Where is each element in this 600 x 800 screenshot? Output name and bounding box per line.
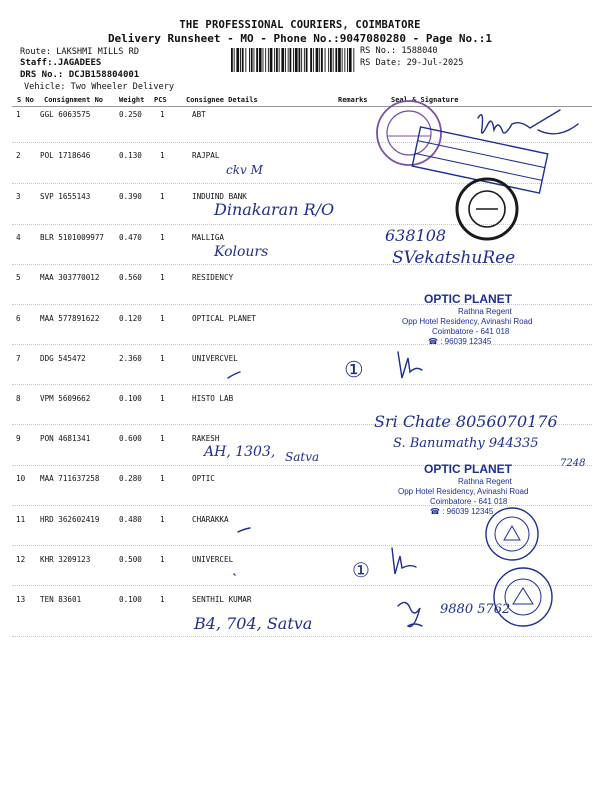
barcode-bar bbox=[321, 48, 323, 72]
handwriting-row9-satva: Satva bbox=[285, 450, 320, 464]
row-weight: 2.360 bbox=[119, 354, 142, 363]
row-consignment: PON 4681341 bbox=[40, 434, 91, 443]
col-pcs: PCS bbox=[154, 96, 167, 104]
row-consignee: RAJPAL bbox=[192, 151, 220, 160]
barcode-bar bbox=[242, 48, 244, 72]
barcode-bar bbox=[259, 48, 262, 72]
barcode-bar bbox=[299, 48, 301, 72]
row-consignment: HRD 362602419 bbox=[40, 515, 100, 524]
row-consignee: SENTHIL KUMAR bbox=[192, 595, 252, 604]
row-divider bbox=[12, 636, 592, 637]
handwriting-row3: Dinakaran R/O bbox=[214, 200, 335, 219]
handwriting-row2: ckv M bbox=[226, 163, 263, 177]
optic-planet-stamp-title: OPTIC PLANET bbox=[424, 292, 513, 306]
barcode-bar bbox=[310, 48, 312, 72]
row-divider bbox=[12, 344, 592, 345]
row-consignment: MAA 577891622 bbox=[40, 314, 100, 323]
row-pcs: 1 bbox=[160, 151, 165, 160]
barcode-bar bbox=[231, 48, 233, 72]
barcode-bar bbox=[325, 48, 326, 72]
row-pcs: 1 bbox=[160, 555, 165, 564]
row-consignment: MAA 303770012 bbox=[40, 273, 100, 282]
signature-row13 bbox=[398, 602, 422, 626]
barcode-bar bbox=[236, 48, 239, 72]
barcode-bar bbox=[338, 48, 341, 72]
barcode-bar bbox=[290, 48, 292, 72]
row-weight: 0.600 bbox=[119, 434, 142, 443]
row-consignee: MALLIGA bbox=[192, 233, 225, 242]
row-sno: 11 bbox=[16, 515, 26, 524]
row-consignment: VPM 5609662 bbox=[40, 394, 91, 403]
pen-tick-row11 bbox=[238, 528, 250, 532]
row-sno: 13 bbox=[16, 595, 26, 604]
col-weight: Weight bbox=[119, 96, 145, 104]
row-pcs: 1 bbox=[160, 434, 165, 443]
row-consignee: UNIVERCVEL bbox=[192, 354, 238, 363]
barcode-bar bbox=[333, 48, 334, 72]
col-sno: S No bbox=[17, 96, 34, 104]
col-seal-signature: Seal & Signature bbox=[391, 96, 459, 104]
handwriting-row7-mark: ① bbox=[344, 358, 364, 383]
barcode-image bbox=[230, 48, 355, 72]
row-consignee: ABT bbox=[192, 110, 206, 119]
row-consignee: OPTIC bbox=[192, 474, 215, 483]
barcode-bar bbox=[293, 48, 294, 72]
row-sno: 8 bbox=[16, 394, 21, 403]
row-consignment: KHR 3209123 bbox=[40, 555, 91, 564]
handwriting-row9-sign: Sri Chate 8056070176 bbox=[374, 412, 558, 431]
drs-number: DRS No.: DCJB158804001 bbox=[20, 70, 140, 80]
row-consignee: INDUIND BANK bbox=[192, 192, 247, 201]
barcode-bar bbox=[306, 48, 308, 72]
barcode-bar bbox=[295, 48, 298, 72]
pen-tick-row7 bbox=[228, 372, 240, 378]
row-weight: 0.120 bbox=[119, 314, 142, 323]
row-sno: 7 bbox=[16, 354, 21, 363]
barcode-bar bbox=[256, 48, 258, 72]
row-consignee: RESIDENCY bbox=[192, 273, 234, 282]
optic-planet-stamp-line: Rathna Regent bbox=[458, 307, 512, 316]
row-sno: 4 bbox=[16, 233, 21, 242]
handwriting-signature-row4: SVekatshuRee bbox=[392, 248, 516, 268]
row-consignment: DDG 545472 bbox=[40, 354, 86, 363]
row-sno: 1 bbox=[16, 110, 21, 119]
vehicle-label: Vehicle: Two Wheeler Delivery bbox=[24, 82, 175, 92]
optic-planet-stamp-title: OPTIC PLANET bbox=[424, 462, 513, 476]
row-consignee: HISTO LAB bbox=[192, 394, 234, 403]
optic-planet-stamp-line: Opp Hotel Residency, Avinashi Road bbox=[402, 317, 533, 326]
col-consignee: Consignee Details bbox=[186, 96, 258, 104]
header-rule bbox=[12, 106, 592, 107]
row-consignment: TEN 83601 bbox=[40, 595, 82, 604]
barcode-bar bbox=[251, 48, 253, 72]
barcode-bar bbox=[335, 48, 337, 72]
handwriting-row12-mark: ① bbox=[352, 558, 370, 582]
row-divider bbox=[12, 384, 592, 385]
row-pcs: 1 bbox=[160, 273, 165, 282]
bottom-round-seal bbox=[492, 566, 554, 628]
handwriting-pincode: 638108 bbox=[385, 226, 447, 245]
row-consignment: POL 1718646 bbox=[40, 151, 91, 160]
col-consignment: Consignment No bbox=[44, 96, 104, 104]
barcode-bar bbox=[313, 48, 314, 72]
row-consignment: BLR 5101009977 bbox=[40, 233, 105, 242]
optic-planet-stamp-line: Rathna Regent bbox=[458, 477, 512, 486]
row-consignment: MAA 711637258 bbox=[40, 474, 100, 483]
row-sno: 5 bbox=[16, 273, 21, 282]
barcode-bar bbox=[342, 48, 343, 72]
row-sno: 10 bbox=[16, 474, 26, 483]
row-consignment: SVP 1655143 bbox=[40, 192, 91, 201]
row-pcs: 1 bbox=[160, 474, 165, 483]
rs-date: RS Date: 29-Jul-2025 bbox=[360, 58, 464, 68]
staff-label: Staff:.JAGADEES bbox=[20, 58, 102, 68]
optic-planet-stamp-phone: ☎ : 96039 12345 bbox=[430, 507, 494, 516]
pen-dot-row12 bbox=[234, 574, 235, 575]
barcode-bar bbox=[281, 48, 284, 72]
row-sno: 6 bbox=[16, 314, 21, 323]
barcode-bar bbox=[245, 48, 246, 72]
barcode-bar bbox=[254, 48, 255, 72]
barcode-bar bbox=[279, 48, 280, 72]
barcode-bar bbox=[353, 48, 354, 72]
handwriting-row4: Kolours bbox=[214, 244, 269, 260]
row-pcs: 1 bbox=[160, 110, 165, 119]
handwriting-row13-address: B4, 704, Satva bbox=[194, 614, 313, 633]
handwriting-row9-name: S. Banumathy 944335 bbox=[393, 436, 539, 451]
row-pcs: 1 bbox=[160, 515, 165, 524]
barcode-bar bbox=[276, 48, 278, 72]
row-sno: 3 bbox=[16, 192, 21, 201]
barcode-bar bbox=[234, 48, 235, 72]
optic-planet-stamp-line: Opp Hotel Residency, Avinashi Road bbox=[398, 487, 529, 496]
barcode-bar bbox=[304, 48, 305, 72]
row-pcs: 1 bbox=[160, 192, 165, 201]
barcode-bar bbox=[328, 48, 329, 72]
company-title: THE PROFESSIONAL COURIERS, COIMBATORE bbox=[179, 19, 421, 31]
barcode-bar bbox=[347, 48, 348, 72]
row-weight: 0.500 bbox=[119, 555, 142, 564]
barcode-bar bbox=[249, 48, 250, 72]
row-pcs: 1 bbox=[160, 233, 165, 242]
handwriting-row9-extra: 7248 bbox=[560, 458, 586, 469]
row-weight: 0.480 bbox=[119, 515, 142, 524]
barcode-bar bbox=[330, 48, 332, 72]
bank-round-seal bbox=[454, 176, 520, 242]
row-pcs: 1 bbox=[160, 394, 165, 403]
row-sno: 2 bbox=[16, 151, 21, 160]
row-pcs: 1 bbox=[160, 314, 165, 323]
row-weight: 0.100 bbox=[119, 595, 142, 604]
handwriting-row13-phone: 9880 5762 bbox=[440, 602, 511, 617]
optic-planet-stamp-line: Coimbatore - 641 018 bbox=[432, 327, 510, 336]
col-remarks: Remarks bbox=[338, 96, 368, 104]
row-consignee: CHARAKKA bbox=[192, 515, 229, 524]
runsheet-subtitle: Delivery Runsheet - MO - Phone No.:9047080280 - Page No.:1 bbox=[107, 32, 493, 45]
rs-number: RS No.: 1588040 bbox=[360, 46, 438, 56]
signature-row12 bbox=[392, 548, 416, 574]
row-sno: 12 bbox=[16, 555, 26, 564]
row-weight: 0.250 bbox=[119, 110, 142, 119]
barcode-bar bbox=[285, 48, 286, 72]
handwriting-row9-address: AH, 1303, bbox=[204, 444, 276, 460]
barcode-bar bbox=[240, 48, 241, 72]
barcode-bar bbox=[270, 48, 273, 72]
barcode-bar bbox=[316, 48, 319, 72]
barcode-bar bbox=[319, 48, 320, 72]
row-weight: 0.100 bbox=[119, 394, 142, 403]
row-sno: 9 bbox=[16, 434, 21, 443]
row-pcs: 1 bbox=[160, 595, 165, 604]
row-consignee: OPTICAL PLANET bbox=[192, 314, 257, 323]
row-weight: 0.130 bbox=[119, 151, 142, 160]
optic-planet-stamp-phone: ☎ : 96039 12345 bbox=[428, 337, 492, 346]
lab-round-seal bbox=[484, 506, 540, 562]
row-consignment: GGL 6063575 bbox=[40, 110, 91, 119]
row-weight: 0.470 bbox=[119, 233, 142, 242]
row-pcs: 1 bbox=[160, 354, 165, 363]
route-label: Route: LAKSHMI MILLS RD bbox=[20, 47, 139, 57]
row-consignee: UNIVERCEL bbox=[192, 555, 234, 564]
barcode-bar bbox=[268, 48, 269, 72]
barcode-bar bbox=[344, 48, 345, 72]
barcode-bar bbox=[301, 48, 302, 72]
row-weight: 0.280 bbox=[119, 474, 142, 483]
barcode-bar bbox=[349, 48, 352, 72]
barcode-bar bbox=[265, 48, 266, 72]
row-weight: 0.560 bbox=[119, 273, 142, 282]
optic-planet-stamp-line: Coimbatore - 641 018 bbox=[430, 497, 508, 506]
barcode-bar bbox=[263, 48, 264, 72]
barcode-bar bbox=[274, 48, 275, 72]
row-weight: 0.390 bbox=[119, 192, 142, 201]
row-consignee: RAKESH bbox=[192, 434, 220, 443]
barcode-bar bbox=[288, 48, 289, 72]
signature-row7 bbox=[398, 352, 422, 378]
